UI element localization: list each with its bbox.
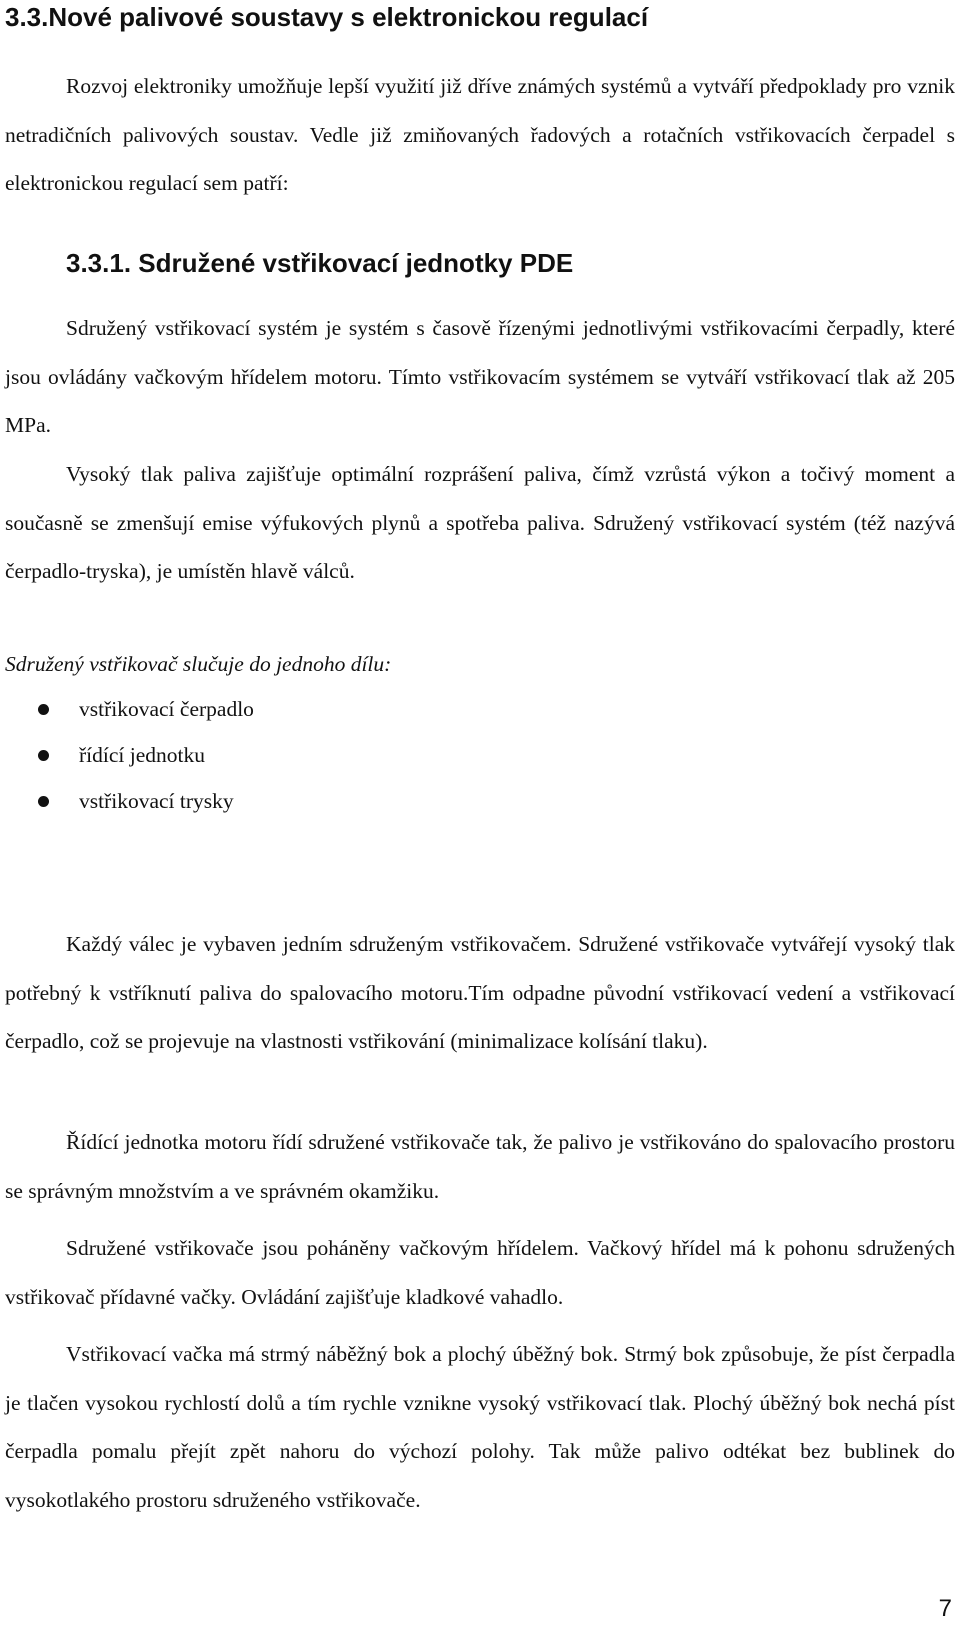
list-item [38,686,254,732]
list-item [38,778,254,824]
page-number: 7 [938,1595,952,1622]
bullet-icon [38,750,49,761]
component-list [38,686,254,824]
list-title: Sdružený vstřikovač slučuje do jednoho dílu: [5,652,392,676]
paragraph-6: Vstřikovací vačka má strmý náběžný bok a plochý úběžný bok. Strmý bok způsobuje, že píst čerpadla je tlačen vysokou rychlostí dolů a tím rychle vznikne vysoký vstřikovací tlak. Plochý úběžný bok nechá píst čerpadla pomalu přejít zpět nahoru do výchozí polohy. Tak může palivo odtékat bez bublinek do vysokotlakého prostoru sdruženého vstřikovače. [5,1342,955,1512]
paragraph-4: Řídící jednotka motoru řídí sdružené vstřikovače tak, že palivo je vstřikováno do spalovacího prostoru se správným množstvím a ve správném okamžiku. [5,1130,955,1203]
list-item-label: vstřikovací trysky [79,789,234,813]
subsection-heading: 3.3.1. Sdružené vstřikovací jednotky PDE [66,248,574,278]
paragraph-1: Sdružený vstřikovací systém je systém s časově řízenými jednotlivými vstřikovacími čerpadly, které jsou ovládány vačkovým hřídelem motoru. Tímto vstřikovacím systémem se vytváří vstřikovací tlak až 205 MPa. [5,316,955,437]
list-item-label: vstřikovací čerpadlo [79,697,254,721]
section-heading: 3.3.Nové palivové soustavy s elektronickou regulací [5,2,649,32]
paragraph-5: Sdružené vstřikovače jsou poháněny vačkovým hřídelem. Vačkový hřídel má k pohonu sdružených vstřikovač přídavné vačky. Ovládání zajišťuje kladkové vahadlo. [5,1236,955,1309]
bullet-icon [38,704,49,715]
bullet-icon [38,796,49,807]
intro-paragraph: Rozvoj elektroniky umožňuje lepší využití již dříve známých systémů a vytváří předpoklady pro vznik netradičních palivových soustav. Vedle již zmiňovaných řadových a rotačních vstřikovacích čerpadel s elektronickou regulací sem patří: [5,74,955,195]
list-item-label: řídící jednotku [79,743,205,767]
paragraph-3: Každý válec je vybaven jedním sdruženým vstřikovačem. Sdružené vstřikovače vytvářejí vysoký tlak potřebný k vstříknutí paliva do spalovacího motoru.Tím odpadne původní vstřikovací vedení a vstřikovací čerpadlo, což se projevuje na vlastnosti vstřikování (minimalizace kolísání tlaku). [5,932,955,1053]
list-item [38,732,254,778]
paragraph-2: Vysoký tlak paliva zajišťuje optimální rozprášení paliva, čímž vzrůstá výkon a točivý moment a současně se zmenšují emise výfukových plynů a spotřeba paliva. Sdružený vstřikovací systém (též nazývá čerpadlo-tryska), je umístěn hlavě válců. [5,462,955,583]
